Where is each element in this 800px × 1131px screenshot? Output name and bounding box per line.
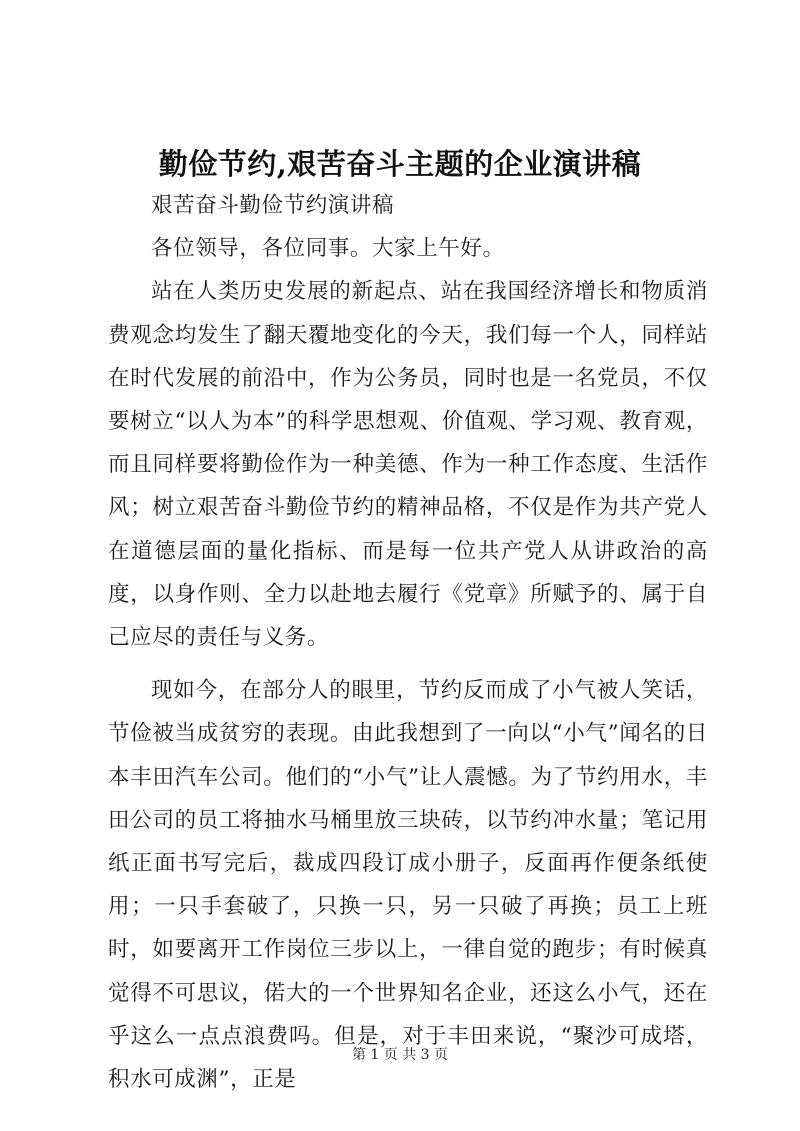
- document-title: 勤俭节约,艰苦奋斗主题的企业演讲稿: [158, 147, 642, 181]
- body-paragraph: 现如今，在部分人的眼里，节约反而成了小气被人笑话，节俭被当成贫穷的表现。由此我想到了一向以“小气”闻名的日本丰田汽车公司。他们的“小气”让人震憾。为了节约用水，丰田公司的员工将抽水马桶里放三块砖，以节约冲水量；笔记用纸正面书写完后，裁成四段订成小册子，反面再作便条纸使用；一只手套破了，只换一只，另一只破了再换；员工上班时，如要离开工作岗位三步以上，一律自觉的跑步；有时候真觉得不可思议，偌大的一个世界知名企业，还这么小气，还在乎这么一点点浪费吗。但是，对于丰田来说，“聚沙可成塔，积水可成渊”，正是: [108, 678, 708, 1093]
- subtitle-paragraph: 艰苦奋斗勤俭节约演讲稿: [151, 193, 395, 218]
- body-paragraph: 站在人类历史发展的新起点、站在我国经济增长和物质消费观念均发生了翻天覆地变化的今天，我们每一个人，同样站在时代发展的前沿中，作为公务员，同时也是一名党员，不仅要树立“以人为本”的科学思想观、价值观、学习观、教育观，而且同样要将勤俭作为一种美德、作为一种工作态度、生活作风；树立艰苦奋斗勤俭节约的精神品格，不仅是作为共产党人在道德层面的量化指标、而是每一位共产党人从讲政治的高度，以身作则、全力以赴地去履行《党章》所赋予的、属于自己应尽的责任与义务。: [108, 279, 708, 651]
- greeting-paragraph: 各位领导，各位同事。大家上午好。: [151, 236, 505, 262]
- document-body: [108, 184, 708, 1101]
- page-number: 第 1 页 共 3 页: [351, 1047, 449, 1063]
